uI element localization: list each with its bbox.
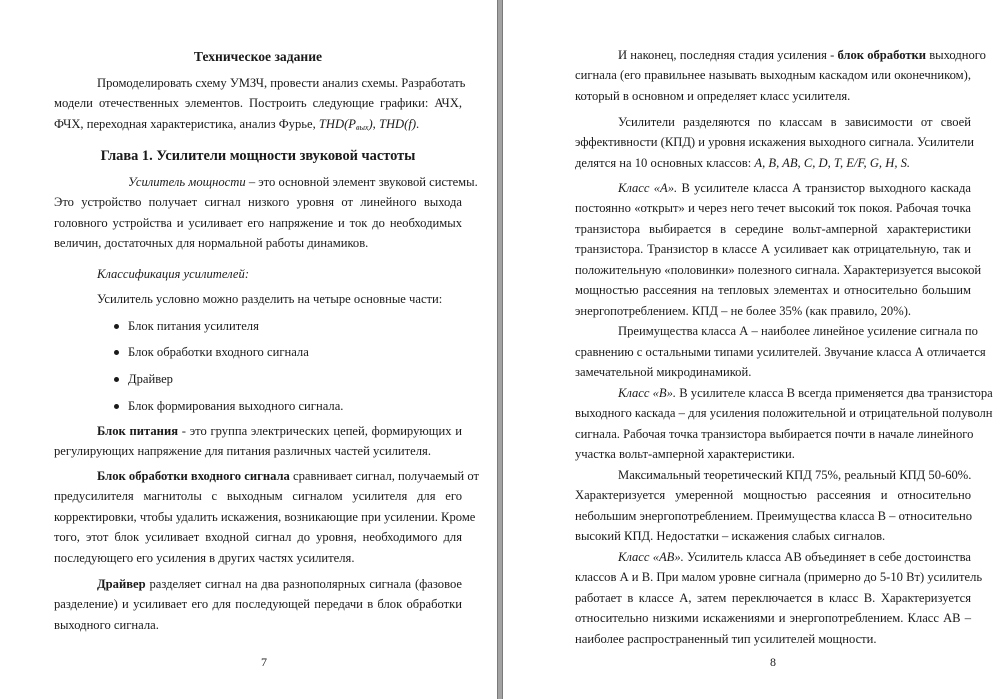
- text-run: выходного каскада – для усиления положительной и отрицательной полуволн: [575, 406, 993, 421]
- paragraph-class-a: [575, 178, 982, 322]
- text-run: участка вольт-амперной характеристики.: [575, 447, 795, 462]
- text-line: [575, 86, 971, 107]
- text-line: [575, 444, 971, 465]
- text-run: транзистора выбирается в середине вольт-амперной характеристики: [575, 221, 971, 236]
- text-line: [575, 629, 971, 650]
- paragraph-power-amplifier: [54, 172, 478, 254]
- text-run: Промоделировать схему УМЗЧ, провести анализ схемы. Разработать: [97, 75, 466, 90]
- italic-text: Класс «А».: [618, 180, 678, 195]
- text-line: [54, 441, 462, 462]
- text-run: величин, достаточных для нормальной работы динамиков.: [54, 236, 369, 251]
- text-line: [575, 608, 971, 629]
- text-run: работает в классе А, затем переключается в класс В. Характеризуется: [575, 590, 971, 605]
- document-page-8: [503, 0, 1000, 699]
- text-run: относительно низкими искажениями и энергопотреблением. Класс АВ –: [575, 611, 971, 626]
- text-run: Усилитель класса АВ объединяет в себе достоинства: [683, 549, 971, 564]
- chapter-heading: [54, 146, 462, 167]
- text-line: [54, 615, 462, 636]
- text-run: эффективности (КПД) и уровня искажения выходного сигнала. Усилители: [575, 135, 974, 150]
- text-line: [54, 192, 462, 213]
- italic-text: Класс «АВ».: [618, 549, 684, 564]
- bold-text: Блок питания: [97, 423, 179, 438]
- text-line: [575, 45, 986, 66]
- text-line: [54, 264, 462, 285]
- text-run: - это группа электрических цепей, формирующих и: [178, 423, 462, 438]
- text-line: [575, 403, 993, 424]
- text-run: сигнала. Рабочая точка транзистора выбирается почти в начале линейного: [575, 426, 974, 441]
- text-line: [54, 339, 462, 366]
- text-run: выходного: [926, 47, 986, 62]
- italic-text: вых: [356, 122, 369, 132]
- text-run: Блок питания усилителя: [128, 318, 259, 333]
- text-run: .: [416, 116, 420, 131]
- text-line: [575, 239, 971, 260]
- page-content: [575, 0, 993, 649]
- text-run: Усилитель условно можно разделить на четыре основные части:: [97, 291, 443, 306]
- italic-text: THD(P: [318, 116, 356, 131]
- text-run: ФЧХ, переходная характеристика, анализ Фурье,: [54, 116, 319, 131]
- text-run: мощностью рассеяния на тепловых элементах и относительно большим: [575, 283, 971, 298]
- text-line: [54, 233, 462, 254]
- text-line: [575, 567, 983, 588]
- italic-text: Классификация усилителей:: [97, 266, 250, 281]
- paragraph-power-block: [54, 421, 462, 462]
- italic-text: ): [368, 116, 373, 131]
- paragraph-class-ab: [575, 547, 983, 650]
- text-line: [54, 507, 476, 528]
- bold-text: Драйвер: [97, 576, 146, 591]
- text-line: [575, 383, 993, 404]
- text-run: корректировки, чтобы удалить искажения, возникающие при усилении. Кроме: [54, 509, 476, 524]
- text-line: [54, 527, 462, 548]
- text-run: наиболее распространенный тип усилителей мощности.: [575, 631, 877, 646]
- text-run: Блок формирования выходного сигнала.: [128, 398, 344, 413]
- text-run: головного устройства и усиливает его напряжение и ток до необходимых: [54, 215, 462, 230]
- text-run: предусилителя магнитолы с выходным сигналом усилителя для его: [54, 489, 462, 504]
- text-line: [54, 114, 462, 139]
- page-content: [54, 0, 479, 635]
- text-run: Техническое задание: [193, 49, 323, 64]
- text-run: модели отечественных элементов. Построить следующие графики: АЧХ,: [54, 96, 462, 111]
- paragraph-class-b-efficiency: [575, 465, 971, 547]
- text-line: [575, 588, 971, 609]
- text-run: Максимальный теоретический КПД 75%, реальный КПД 50-60%.: [618, 467, 972, 482]
- text-line: [575, 526, 971, 547]
- paragraph-parts-intro: [54, 289, 462, 310]
- text-run: регулирующих напряжение для питания различных частей усилителя.: [54, 444, 431, 459]
- text-run: последующего его усиления в других частях усилителя.: [54, 550, 355, 565]
- text-run: сигнала (его правильнее называть выходным каскадом или оконечником),: [575, 68, 971, 83]
- document-page-7: [0, 0, 497, 699]
- text-line: [575, 65, 971, 86]
- bold-text: Блок обработки входного сигнала: [97, 468, 290, 483]
- text-line: [575, 112, 971, 133]
- text-line: [575, 424, 974, 445]
- text-run: сравнивает сигнал, получаемый от: [289, 468, 479, 483]
- text-line: [575, 342, 986, 363]
- text-run: замечательной микродинамикой.: [575, 365, 752, 380]
- text-line: [54, 421, 462, 442]
- italic-text: THD(f): [378, 116, 417, 131]
- text-run: энергопотреблением. КПД – не более 35% (как правило, 20%).: [575, 303, 912, 318]
- text-line: [54, 466, 479, 487]
- text-run: Блок обработки входного сигнала: [128, 345, 309, 360]
- text-line: [575, 280, 971, 301]
- text-line: [54, 213, 462, 234]
- italic-text: Усилитель мощности: [128, 174, 246, 189]
- text-line: [575, 198, 971, 219]
- paragraph-output-stage: [575, 45, 986, 107]
- paragraph-task: [54, 73, 466, 139]
- bold-text: блок обработки: [837, 47, 927, 62]
- text-run: ,: [372, 116, 379, 131]
- page-number: 7: [261, 655, 267, 669]
- text-line: [575, 321, 978, 342]
- text-line: [54, 574, 462, 595]
- text-line: [575, 301, 971, 322]
- text-run: разделение) и усиливает его для последующей передачи в блок обработки: [54, 597, 462, 612]
- page-number: 8: [770, 655, 776, 669]
- bullet-list-parts: [54, 313, 462, 420]
- text-run: того, этот блок усиливает входной сигнал до уровня, необходимого для: [54, 530, 462, 545]
- text-line: [54, 393, 462, 420]
- text-run: который в основном и определяет класс усилителя.: [575, 88, 851, 103]
- text-line: [54, 313, 462, 340]
- paragraph-input-block: [54, 466, 479, 569]
- text-run: транзистора. Транзистор в классе А усиливает как отрицательную, так и: [575, 242, 971, 257]
- text-run: И наконец, последняя стадия усиления -: [618, 47, 838, 62]
- text-line: [54, 486, 462, 507]
- text-line: [575, 362, 971, 383]
- text-line: [575, 178, 971, 199]
- text-line: [54, 594, 462, 615]
- italic-text: A, B, AB, C, D, T, E/F, G, H, S.: [754, 155, 911, 170]
- text-run: делятся на 10 основных классов:: [575, 155, 755, 170]
- text-run: высокий КПД. Недостатки – искажения слабых сигналов.: [575, 529, 886, 544]
- text-line: [575, 219, 971, 240]
- text-run: В усилителе класса В всегда применяется два транзистора: [676, 385, 993, 400]
- text-line: [575, 547, 971, 568]
- text-run: Драйвер: [128, 372, 173, 387]
- text-run: выходного сигнала.: [54, 617, 159, 632]
- text-run: сравнению с остальными типами усилителей. Звучание класса А отличается: [575, 344, 986, 359]
- text-run: разделяет сигнал на два разнополярных сигнала (фазовое: [145, 576, 462, 591]
- text-run: классов А и В. При малом уровне сигнала (примерно до 5-10 Вт) усилитель: [575, 570, 983, 585]
- text-line: [575, 153, 971, 174]
- paragraph-class-a-advantages: [575, 321, 986, 383]
- text-run: – это основной элемент звуковой системы.: [245, 174, 478, 189]
- text-run: Характеризуется умеренной мощностью рассеяния и относительно: [575, 488, 971, 503]
- paragraph-classes: [575, 112, 974, 174]
- paragraph-class-b: [575, 383, 993, 465]
- italic-text: Класс «В».: [618, 385, 677, 400]
- text-run: постоянно «открыт» и через него течет высокий ток покоя. Рабочая точка: [575, 201, 971, 216]
- text-line: [54, 289, 462, 310]
- text-line: [575, 260, 982, 281]
- text-run: небольшим энергопотреблением. Преимущества класса В – относительно: [575, 508, 973, 523]
- text-line: [54, 366, 462, 393]
- text-line: [575, 465, 971, 486]
- text-run: Преимущества класса А – наиболее линейное усиление сигнала по: [618, 324, 978, 339]
- paragraph-driver: [54, 574, 462, 636]
- text-line: [575, 506, 971, 527]
- text-run: Это устройство получает сигнал низкого уровня от линейного выхода: [54, 195, 462, 210]
- text-run: Усилители разделяются по классам в зависимости от своей: [618, 114, 971, 129]
- text-line: [54, 146, 462, 167]
- text-run: Глава 1. Усилители мощности звуковой частоты: [100, 147, 416, 164]
- text-line: [575, 485, 971, 506]
- text-line: [54, 172, 478, 193]
- text-line: [575, 132, 974, 153]
- text-line: [54, 73, 466, 94]
- subheading-classification: [54, 264, 462, 285]
- text-line: [54, 93, 462, 114]
- text-run: положительную «половинки» полезного сигнала. Характеризуется высокой: [575, 262, 982, 277]
- text-line: [54, 47, 462, 68]
- text-run: В усилителе класса А транзистор выходного каскада: [677, 180, 971, 195]
- document-title: [54, 47, 462, 68]
- text-line: [54, 548, 462, 569]
